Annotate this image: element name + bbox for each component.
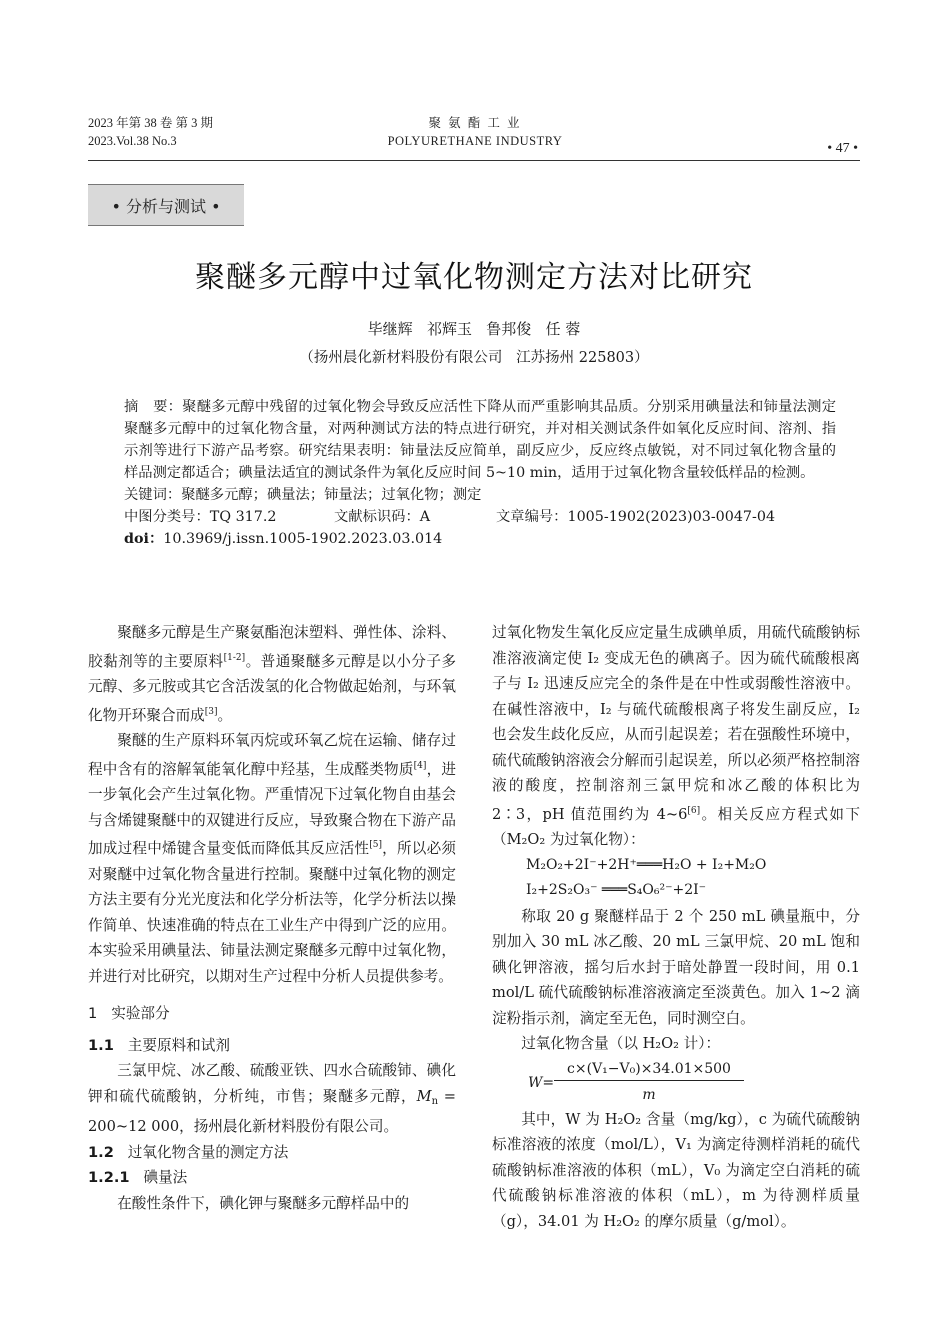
text: 。相关反应方程式如下（M₂O₂ 为过氧化物）： xyxy=(492,805,860,848)
citation[interactable]: [1-2] xyxy=(223,652,246,663)
paragraph xyxy=(492,620,860,853)
section-heading-1-2-1 xyxy=(88,1165,456,1191)
text: ，所以必须对聚醚中过氧化物含量进行控制。聚醚中过氧化物的测定方法主要有分光光度法和化学分析法等，化学分析法以操作简单、快速准确的特点在工业生产中得到广泛的应用。本实验采用碘量法、铈量法测定聚醚多元醇中过氧化物，并进行对比研究，以期对生产过程中分析人员提供参考。 xyxy=(88,840,456,985)
classification-line xyxy=(124,506,836,528)
fraction-bar xyxy=(554,1080,744,1081)
left-column xyxy=(88,620,456,1216)
keywords-label: 关键词： xyxy=(124,487,182,503)
formula-lhs: W= xyxy=(528,1074,555,1091)
paragraph: 称取 20 g 聚醚样品于 2 个 250 mL 碘量瓶中，分别加入 30 mL 冰乙酸、20 mL 三氯甲烷、20 mL 饱和碘化钾溶液，摇匀后水封于暗处静置一段时间，用 0.1 mol/L 硫代硫酸钠标准溶液滴定至淡黄色。加入 1~2 滴淀粉指示剂，滴定至无色，同时测空白。 xyxy=(492,907,860,1027)
journal-name xyxy=(300,114,650,150)
clc-value: TQ 317.2 xyxy=(209,509,277,525)
section-heading-1 xyxy=(88,1001,456,1027)
paragraph: 在酸性条件下，碘化钾与聚醚多元醇样品中的 xyxy=(117,1194,410,1212)
right-column xyxy=(492,620,860,1234)
text: = 200~12 000，扬州晨化新材料股份有限公司。 xyxy=(88,1087,456,1135)
journal-name-cn: 聚 氨 酯 工 业 xyxy=(428,116,522,130)
issue-info-cn: 2023 年第 38 卷 第 3 期 xyxy=(88,116,214,130)
section-number: 1.1 xyxy=(88,1036,114,1054)
paragraph: 过氧化物含量（以 H₂O₂ 计）： xyxy=(521,1035,721,1052)
doc-code xyxy=(334,506,430,528)
keywords-line xyxy=(124,484,836,506)
doi-label: doi： xyxy=(124,531,164,547)
issue-info xyxy=(88,114,213,150)
abstract-block xyxy=(124,396,836,550)
doi-value: 10.3969/j.issn.1005-1902.2023.03.014 xyxy=(163,531,443,547)
text: ，进一步氧化会产生过氧化物。严重情况下过氧化物自由基会与含烯键聚醚中的双键进行反应，导致聚合物在下游产品加成过程中烯键含量变低而降低其反应活性 xyxy=(88,760,456,857)
affiliation: （扬州晨化新材料股份有限公司 江苏扬州 225803） xyxy=(299,350,649,366)
authors: 毕继辉 祁辉玉 鲁邦俊 任 蓉 xyxy=(367,320,581,338)
keywords: 聚醚多元醇；碘量法；铈量法；过氧化物；测定 xyxy=(181,487,482,503)
citation[interactable]: [3] xyxy=(204,706,218,717)
abstract-text: 聚醚多元醇中残留的过氧化物会导致反应活性下降从而严重影响其品质。分别采用碘量法和铈量法测定聚醚多元醇中的过氧化物含量，对两种测试方法的特点进行研究，并对相关测试条件如氧化反应时间、溶剂、指示剂等进行下游产品考察。研究结果表明：铈量法反应简单，副反应少，反应终点敏锐，对不同过氧化物含量的样品测定都适合；碘量法适宜的测试条件为氧化反应时间 5~10 min，适用于过氧化物含量较低样品的检测。 xyxy=(124,399,837,481)
formula-denominator: m xyxy=(642,1086,656,1103)
section-title: 过氧化物含量的测定方法 xyxy=(127,1143,289,1161)
text: 。普通聚醚多元醇是以小分子多元醇、多元胺或其它含活泼氢的化合物做起始剂，与环氧化物开环聚合而成 xyxy=(88,652,456,724)
citation[interactable]: [6] xyxy=(687,805,701,816)
paragraph xyxy=(88,728,456,989)
doc-code-label: 文献标识码： xyxy=(334,509,420,525)
section-number: 1 xyxy=(88,1005,98,1022)
subscript: n xyxy=(431,1095,439,1107)
doi-line xyxy=(124,528,836,550)
section-title: 碘量法 xyxy=(143,1169,188,1186)
section-tag: • 分析与测试 • xyxy=(88,184,244,226)
paragraph xyxy=(88,620,456,728)
text: 聚醚多元醇是生产聚氨酯泡沫塑料、弹性体、涂料、胶黏剂等的主要原料 xyxy=(88,624,456,670)
article-no-label: 文章编号： xyxy=(496,509,568,525)
clc xyxy=(124,506,277,528)
equation-2: I₂+2S₂O₃⁻ ═══S₄O₆²⁻+2I⁻ xyxy=(526,882,707,898)
article-no xyxy=(496,506,775,528)
clc-label: 中图分类号： xyxy=(124,509,210,525)
paragraph xyxy=(88,1058,456,1140)
header-rule xyxy=(88,160,860,161)
page-number: • 47 • xyxy=(827,141,858,156)
citation[interactable]: [5] xyxy=(369,840,382,850)
variable: M xyxy=(416,1087,432,1105)
doc-code-value: A xyxy=(419,509,431,525)
text: 过氧化物发生氧化反应定量生成碘单质，用硫代硫酸钠标准溶液滴定使 I₂ 变成无色的碘离子。因为硫代硫酸根离子与 I₂ 迅速反应完全的条件是在中性或弱酸性溶液中。在碱性溶液中，I₂ 与硫代硫酸根离子将发生副反应，I₂ 也会发生歧化反应，从而引起误差；若在强酸性环境中，硫代硫酸钠溶液会分解而引起误差，所以必须严格控制溶液的酸度，控制溶剂三氯甲烷和冰乙酸的体积比为 2∶3，pH 值范围约为 4~6 xyxy=(492,624,860,823)
paragraph: 其中，W 为 H₂O₂ 含量（mg/kg），c 为硫代硫酸钠标准溶液的浓度（mol/L），V₁ 为滴定待测样消耗的硫代硫酸钠标准溶液的体积（mL），V₀ 为滴定空白消耗的硫代硫酸钠标准溶液的体积（mL），m 为待测样质量（g），34.01 为 H₂O₂ 的摩尔质量（g/mol）。 xyxy=(492,1110,860,1230)
citation[interactable]: [4] xyxy=(413,760,427,771)
section-heading-1-1 xyxy=(88,1033,456,1059)
issue-info-en: 2023.Vol.38 No.3 xyxy=(88,134,177,148)
abstract-label: 摘 要： xyxy=(124,399,183,415)
formula-numerator: c×(V₁−V₀)×34.01×500 xyxy=(567,1060,731,1077)
formula xyxy=(514,1057,860,1107)
abstract xyxy=(124,396,836,484)
section-number: 1.2.1 xyxy=(88,1169,130,1186)
journal-name-en: POLYURETHANE INDUSTRY xyxy=(387,134,563,148)
text: 。 xyxy=(217,706,233,724)
section-title: 主要原料和试剂 xyxy=(127,1036,230,1054)
section-heading-1-2 xyxy=(88,1140,456,1166)
text: 三氯甲烷、冰乙酸、硫酸亚铁、四水合硫酸铈、碘化钾和硫代硫酸钠，分析纯，市售；聚醚多元醇， xyxy=(88,1062,456,1105)
section-number: 1.2 xyxy=(88,1143,114,1161)
equation-1: M₂O₂+2I⁻+2H⁺═══H₂O + I₂+M₂O xyxy=(526,856,767,873)
section-title: 实验部分 xyxy=(111,1005,170,1022)
text: 聚醚的生产原料环氧丙烷或环氧乙烷在运输、储存过程中含有的溶解氧能氧化醇中羟基，生成醛类物质 xyxy=(88,732,456,778)
article-no-value: 1005-1902(2023)03-0047-04 xyxy=(567,509,776,525)
paper-title: 聚醚多元醇中过氧化物测定方法对比研究 xyxy=(195,260,753,295)
